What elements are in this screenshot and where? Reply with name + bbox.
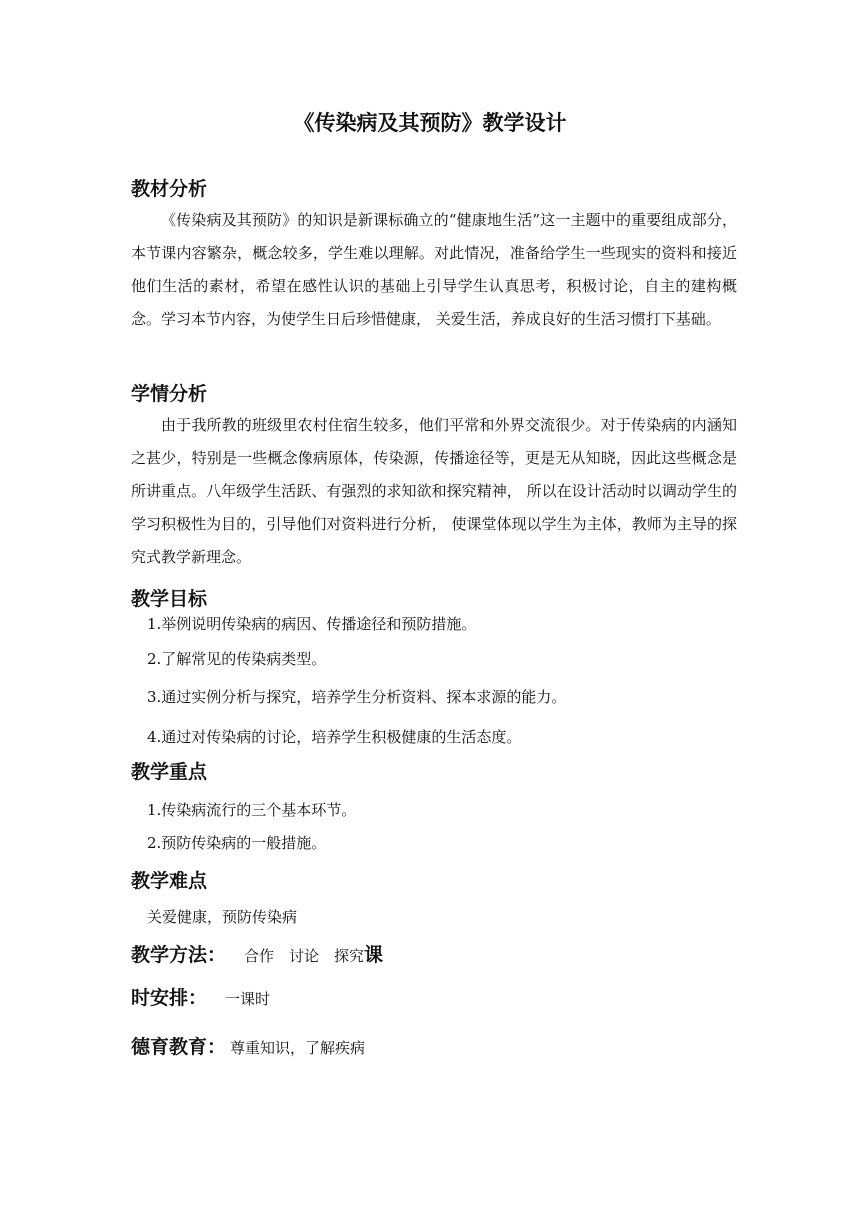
- methods-tail: 课: [364, 944, 384, 966]
- section-heading-key-points: 教学重点: [131, 761, 208, 783]
- schedule-label: 时安排：: [131, 987, 208, 1009]
- section-text-students: 由于我所教的班级里农村住宿生较多，他们平常和外界交流很少。对于传染病的内涵知之甚少，特别是一些概念像病原体，传染源，传播途径等，更是无从知晓，因此这些概念是所讲重点。八年级学生活跃、有强烈的求知欲和探究精神， 所以在设计活动时以调动学生的学习积极性为目的，引导他们对资料进行分析， 使课堂体现以学生为主体，教师为主导的探究式教学新理念。: [131, 416, 737, 566]
- goal-item: 2.了解常见的传染病类型。: [147, 650, 327, 668]
- key-point-item: 1.传染病流行的三个基本环节。: [147, 801, 357, 819]
- goal-item: 1.举例说明传染病的病因、传播途径和预防措施。: [147, 615, 477, 633]
- moral-row: [131, 1033, 365, 1062]
- moral-label: 德育教育：: [131, 1036, 227, 1058]
- methods-value: 合作 讨论 探究: [244, 947, 365, 965]
- section-heading-students: 学情分析: [131, 383, 208, 405]
- goal-item: 4.通过对传染病的讨论，培养学生积极健康的生活态度。: [147, 728, 522, 746]
- section-heading-material: 教材分析: [131, 178, 208, 200]
- goal-item: 3.通过实例分析与探究，培养学生分析资料、探本求源的能力。: [147, 688, 567, 706]
- section-heading-goals: 教学目标: [131, 588, 208, 610]
- schedule-row: [131, 984, 270, 1013]
- section-text-material: 《传染病及其预防》的知识是新课标确立的“健康地生活”这一主题中的重要组成部分，本节课内容繁杂，概念较多，学生难以理解。对此情况，准备给学生一些现实的资料和接近他们生活的素材，希望在感性认识的基础上引导学生认真思考，积极讨论，自主的建构概念。学习本节内容，为使学生日后珍惜健康， 关爱生活，养成良好的生活习惯打下基础。: [131, 211, 737, 328]
- methods-label: 教学方法：: [131, 944, 227, 966]
- key-point-item: 2.预防传染病的一般措施。: [147, 834, 327, 852]
- schedule-value: 一课时: [225, 990, 271, 1008]
- difficulty-text: 关爱健康，预防传染病: [147, 908, 298, 926]
- moral-value: 尊重知识，了解疾病: [230, 1039, 366, 1057]
- methods-row: [131, 941, 383, 970]
- section-heading-difficulties: 教学难点: [131, 870, 208, 892]
- document-title: 《传染病及其预防》教学设计: [293, 111, 567, 135]
